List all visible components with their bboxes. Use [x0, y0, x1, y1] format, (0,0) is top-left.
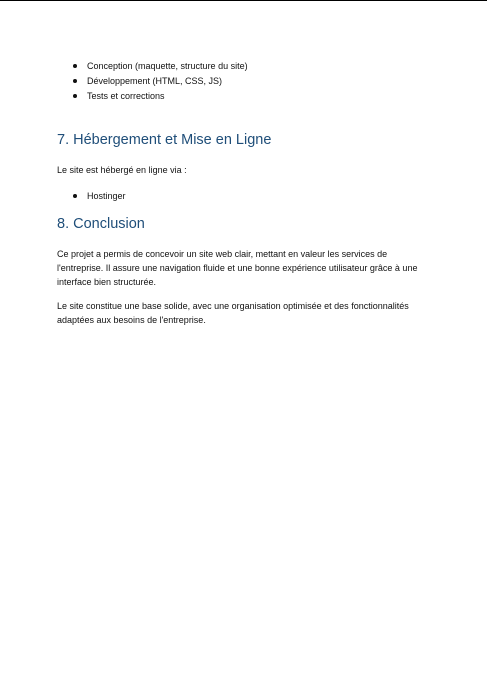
section-8-heading: 8. Conclusion — [57, 216, 145, 232]
list-item-text: Développement (HTML, CSS, JS) — [87, 76, 223, 86]
bullet-icon — [73, 194, 77, 198]
list-item — [57, 89, 248, 104]
conclusion-paragraph: Le site constitue une base solide, avec une organisation optimisée et des fonctionnalités adaptées aux besoins de l'entreprise. — [57, 301, 409, 325]
list-item — [57, 59, 248, 74]
list-item — [57, 74, 248, 89]
list-item-text: Hostinger — [87, 191, 126, 201]
conclusion-paragraph: Ce projet a permis de concevoir un site web clair, mettant en valeur les services de l'entreprise. Il assure une navigation fluide et une bonne expérience utilisateur grâce à une interface bien structurée. — [57, 249, 418, 287]
bullet-icon — [73, 94, 77, 98]
bullet-icon — [73, 64, 77, 68]
phases-list — [57, 59, 248, 104]
list-item-text: Tests et corrections — [87, 91, 165, 101]
hosting-list — [57, 189, 126, 204]
section-7-heading: 7. Hébergement et Mise en Ligne — [57, 132, 272, 148]
hosting-intro-text: Le site est hébergé en ligne via : — [57, 165, 187, 175]
list-item — [57, 189, 126, 204]
bullet-icon — [73, 79, 77, 83]
page-top-border — [0, 0, 487, 1]
list-item-text: Conception (maquette, structure du site) — [87, 61, 248, 71]
